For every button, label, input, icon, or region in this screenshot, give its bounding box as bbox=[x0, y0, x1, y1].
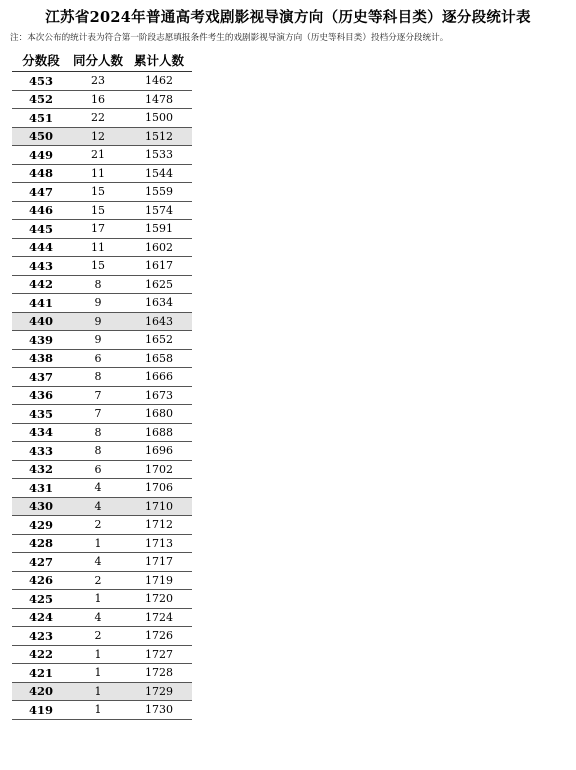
table-row bbox=[12, 516, 192, 535]
cell-same-score-count: 1 bbox=[70, 645, 126, 664]
cell-score: 423 bbox=[12, 627, 70, 646]
cell-same-score-count: 2 bbox=[70, 516, 126, 535]
cell-cumulative-count: 1574 bbox=[126, 201, 192, 220]
cell-same-score-count: 1 bbox=[70, 664, 126, 683]
cell-score: 420 bbox=[12, 682, 70, 701]
page-title: 江苏省2024年普通高考戏剧影视导演方向（历史等科目类）逐分段统计表 bbox=[45, 9, 531, 26]
cell-cumulative-count: 1617 bbox=[126, 257, 192, 276]
cell-score: 430 bbox=[12, 497, 70, 516]
cell-score: 445 bbox=[12, 220, 70, 239]
cell-same-score-count: 12 bbox=[70, 127, 126, 146]
cell-same-score-count: 16 bbox=[70, 90, 126, 109]
table-row bbox=[12, 534, 192, 553]
table-row bbox=[12, 201, 192, 220]
table-row bbox=[12, 183, 192, 202]
cell-same-score-count: 4 bbox=[70, 479, 126, 498]
cell-cumulative-count: 1602 bbox=[126, 238, 192, 257]
table-row bbox=[12, 127, 192, 146]
cell-score: 436 bbox=[12, 386, 70, 405]
cell-cumulative-count: 1625 bbox=[126, 275, 192, 294]
cell-same-score-count: 15 bbox=[70, 257, 126, 276]
cell-same-score-count: 1 bbox=[70, 682, 126, 701]
cell-score: 419 bbox=[12, 701, 70, 720]
cell-score: 449 bbox=[12, 146, 70, 165]
cell-score: 422 bbox=[12, 645, 70, 664]
cell-score: 428 bbox=[12, 534, 70, 553]
cell-cumulative-count: 1673 bbox=[126, 386, 192, 405]
table-row bbox=[12, 90, 192, 109]
table-row bbox=[12, 590, 192, 609]
score-distribution-table bbox=[12, 49, 192, 720]
cell-score: 441 bbox=[12, 294, 70, 313]
table-row bbox=[12, 571, 192, 590]
header-same-score-count: 同分人数 bbox=[70, 49, 126, 72]
cell-cumulative-count: 1696 bbox=[126, 442, 192, 461]
cell-same-score-count: 11 bbox=[70, 238, 126, 257]
header-score: 分数段 bbox=[12, 49, 70, 72]
cell-cumulative-count: 1717 bbox=[126, 553, 192, 572]
table-row bbox=[12, 645, 192, 664]
cell-score: 446 bbox=[12, 201, 70, 220]
cell-cumulative-count: 1720 bbox=[126, 590, 192, 609]
cell-cumulative-count: 1666 bbox=[126, 368, 192, 387]
cell-cumulative-count: 1680 bbox=[126, 405, 192, 424]
cell-cumulative-count: 1643 bbox=[126, 312, 192, 331]
cell-cumulative-count: 1719 bbox=[126, 571, 192, 590]
cell-same-score-count: 15 bbox=[70, 183, 126, 202]
cell-score: 427 bbox=[12, 553, 70, 572]
cell-score: 431 bbox=[12, 479, 70, 498]
cell-same-score-count: 8 bbox=[70, 423, 126, 442]
cell-score: 425 bbox=[12, 590, 70, 609]
cell-same-score-count: 8 bbox=[70, 442, 126, 461]
table-row bbox=[12, 442, 192, 461]
table-body bbox=[12, 72, 192, 720]
cell-same-score-count: 4 bbox=[70, 497, 126, 516]
cell-score: 434 bbox=[12, 423, 70, 442]
table-row bbox=[12, 164, 192, 183]
cell-score: 438 bbox=[12, 349, 70, 368]
cell-same-score-count: 17 bbox=[70, 220, 126, 239]
cell-same-score-count: 2 bbox=[70, 627, 126, 646]
cell-score: 439 bbox=[12, 331, 70, 350]
cell-cumulative-count: 1500 bbox=[126, 109, 192, 128]
cell-cumulative-count: 1658 bbox=[126, 349, 192, 368]
table-row bbox=[12, 497, 192, 516]
table-row bbox=[12, 220, 192, 239]
cell-cumulative-count: 1730 bbox=[126, 701, 192, 720]
cell-score: 443 bbox=[12, 257, 70, 276]
cell-score: 424 bbox=[12, 608, 70, 627]
cell-score: 429 bbox=[12, 516, 70, 535]
cell-cumulative-count: 1559 bbox=[126, 183, 192, 202]
cell-score: 448 bbox=[12, 164, 70, 183]
cell-same-score-count: 2 bbox=[70, 571, 126, 590]
table-row bbox=[12, 349, 192, 368]
cell-same-score-count: 1 bbox=[70, 701, 126, 720]
cell-same-score-count: 4 bbox=[70, 608, 126, 627]
cell-score: 452 bbox=[12, 90, 70, 109]
table-row bbox=[12, 627, 192, 646]
table-row bbox=[12, 275, 192, 294]
table-row bbox=[12, 423, 192, 442]
cell-cumulative-count: 1591 bbox=[126, 220, 192, 239]
table-row bbox=[12, 72, 192, 91]
cell-same-score-count: 15 bbox=[70, 201, 126, 220]
cell-score: 447 bbox=[12, 183, 70, 202]
cell-score: 433 bbox=[12, 442, 70, 461]
cell-cumulative-count: 1710 bbox=[126, 497, 192, 516]
cell-cumulative-count: 1706 bbox=[126, 479, 192, 498]
cell-cumulative-count: 1726 bbox=[126, 627, 192, 646]
table-row bbox=[12, 405, 192, 424]
table-row bbox=[12, 479, 192, 498]
table-row bbox=[12, 331, 192, 350]
cell-same-score-count: 11 bbox=[70, 164, 126, 183]
cell-same-score-count: 6 bbox=[70, 349, 126, 368]
cell-score: 437 bbox=[12, 368, 70, 387]
table-row bbox=[12, 312, 192, 331]
cell-score: 440 bbox=[12, 312, 70, 331]
cell-cumulative-count: 1729 bbox=[126, 682, 192, 701]
table-row bbox=[12, 682, 192, 701]
cell-cumulative-count: 1727 bbox=[126, 645, 192, 664]
cell-score: 432 bbox=[12, 460, 70, 479]
cell-cumulative-count: 1724 bbox=[126, 608, 192, 627]
table-row bbox=[12, 664, 192, 683]
cell-score: 450 bbox=[12, 127, 70, 146]
table-row bbox=[12, 368, 192, 387]
cell-same-score-count: 9 bbox=[70, 294, 126, 313]
cell-same-score-count: 7 bbox=[70, 405, 126, 424]
table-row bbox=[12, 460, 192, 479]
cell-same-score-count: 7 bbox=[70, 386, 126, 405]
cell-same-score-count: 23 bbox=[70, 72, 126, 91]
table-header-row bbox=[12, 49, 192, 72]
table-row bbox=[12, 553, 192, 572]
cell-cumulative-count: 1728 bbox=[126, 664, 192, 683]
cell-cumulative-count: 1544 bbox=[126, 164, 192, 183]
table-row bbox=[12, 386, 192, 405]
cell-same-score-count: 1 bbox=[70, 590, 126, 609]
table-row bbox=[12, 238, 192, 257]
cell-score: 453 bbox=[12, 72, 70, 91]
cell-score: 426 bbox=[12, 571, 70, 590]
cell-same-score-count: 1 bbox=[70, 534, 126, 553]
cell-same-score-count: 21 bbox=[70, 146, 126, 165]
cell-cumulative-count: 1462 bbox=[126, 72, 192, 91]
cell-score: 444 bbox=[12, 238, 70, 257]
cell-cumulative-count: 1533 bbox=[126, 146, 192, 165]
cell-cumulative-count: 1512 bbox=[126, 127, 192, 146]
cell-same-score-count: 8 bbox=[70, 368, 126, 387]
cell-score: 421 bbox=[12, 664, 70, 683]
cell-score: 442 bbox=[12, 275, 70, 294]
table-row bbox=[12, 608, 192, 627]
table-row bbox=[12, 257, 192, 276]
cell-cumulative-count: 1713 bbox=[126, 534, 192, 553]
cell-same-score-count: 6 bbox=[70, 460, 126, 479]
cell-cumulative-count: 1702 bbox=[126, 460, 192, 479]
table-row bbox=[12, 109, 192, 128]
cell-same-score-count: 9 bbox=[70, 312, 126, 331]
cell-cumulative-count: 1688 bbox=[126, 423, 192, 442]
table-row bbox=[12, 294, 192, 313]
cell-cumulative-count: 1634 bbox=[126, 294, 192, 313]
table-note: 注：本次公布的统计表为符合第一阶段志愿填报条件考生的戏剧影视导演方向（历史等科目类）投档分逐分段统计。 bbox=[10, 33, 449, 43]
cell-score: 435 bbox=[12, 405, 70, 424]
cell-cumulative-count: 1478 bbox=[126, 90, 192, 109]
cell-score: 451 bbox=[12, 109, 70, 128]
cell-same-score-count: 9 bbox=[70, 331, 126, 350]
cell-cumulative-count: 1652 bbox=[126, 331, 192, 350]
cell-same-score-count: 4 bbox=[70, 553, 126, 572]
cell-cumulative-count: 1712 bbox=[126, 516, 192, 535]
cell-same-score-count: 8 bbox=[70, 275, 126, 294]
cell-same-score-count: 22 bbox=[70, 109, 126, 128]
table-row bbox=[12, 701, 192, 720]
header-cumulative-count: 累计人数 bbox=[126, 49, 192, 72]
table-row bbox=[12, 146, 192, 165]
